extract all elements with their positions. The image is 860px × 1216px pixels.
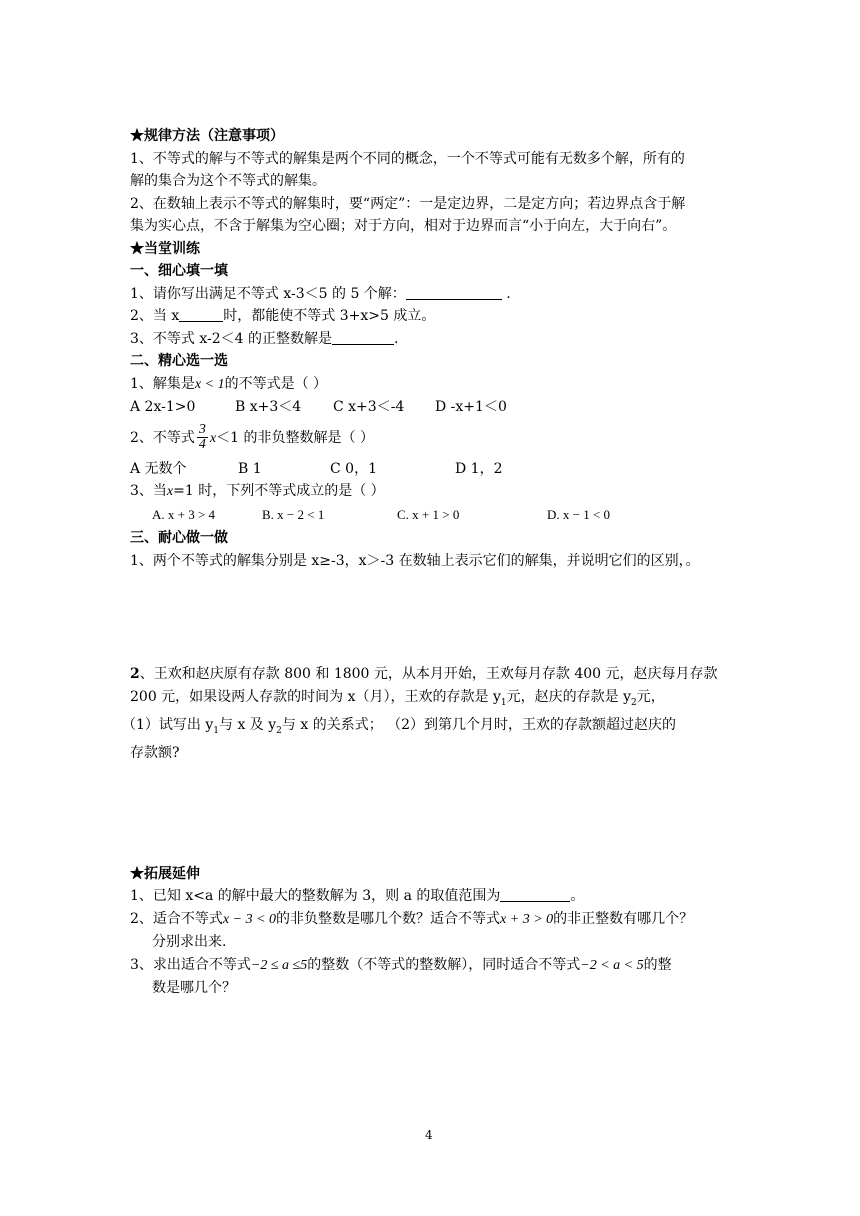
ext-q3-math-1: −2 ≤ a ≤5 — [250, 957, 308, 973]
work-q2-text-a: 、王欢和赵庆原有存款 800 和 1800 元，从本月开始，王欢每月存款 400 元，赵庆每月存款 — [139, 666, 718, 682]
work-question-2-line-3 — [122, 714, 730, 742]
option-a: A. x + 3 > 4 — [152, 506, 216, 522]
method-1-line-2: 解的集合为这个不等式的解集。 — [130, 173, 326, 189]
answer-space — [130, 765, 730, 863]
choice-q3-math: x — [166, 484, 174, 499]
choice-q2-end: ＜1 的非负整数解是（ ） — [216, 429, 374, 446]
section-title-methods: ★规律方法（注意事项） — [130, 128, 284, 144]
ext-q2-text-2: 的非负整数是哪几个数？适合不等式 — [276, 910, 501, 927]
work-question-2-line-4: 存款额? — [130, 745, 180, 762]
method-2-line-2: 集为实心点，不含于解集为空心圈；对于方向，相对于边界而言“小于向左，大于向右”。 — [130, 218, 677, 234]
extension-question-2 — [130, 908, 730, 932]
method-1-line-1: 1、不等式的解与不等式的解集是两个不同的概念，一个不等式可能有无数多个解，所有的 — [130, 150, 685, 167]
answer-blank[interactable] — [332, 330, 394, 345]
subscript: 1 — [213, 725, 220, 736]
choice-q2-options — [130, 458, 730, 481]
option-d: D -x+1＜0 — [435, 399, 507, 415]
choice-question-1 — [130, 373, 730, 397]
question-number: 2 — [130, 666, 140, 682]
option-d: D 1，2 — [455, 460, 503, 477]
option-b: B 1 — [238, 460, 262, 477]
answer-blank[interactable] — [500, 887, 570, 902]
fill-question-3 — [130, 328, 730, 351]
ext-q3-text-1: 3、求出适合不等式 — [130, 956, 251, 973]
work-q2-text-c2: 与 x 及 y — [219, 716, 277, 733]
work-question-2-line-2 — [130, 686, 730, 714]
ext-q2-math-2: x + 3 > 0 — [500, 911, 554, 927]
fill-question-2 — [130, 305, 730, 328]
fraction-numerator: 3 — [198, 422, 206, 437]
choice-q1-options — [130, 396, 730, 419]
ext-q3-text-2: 的整数（不等式的整数解），同时适合不等式 — [307, 956, 581, 973]
answer-blank[interactable] — [406, 285, 502, 300]
content — [122, 125, 730, 1000]
subscript: 2 — [630, 697, 637, 708]
work-q2-text-c3: 与 x 的关系式； （2）到第几个月时，王欢的存款额超过赵庆的 — [281, 716, 677, 733]
fill-question-1 — [130, 283, 730, 306]
option-c: C. x + 1 > 0 — [397, 506, 460, 522]
ext-q1-text: 1、已知 x<a 的解中最大的整数解为 3，则 a 的取值范围为 — [130, 888, 501, 905]
work-q2-text-b1: 200 元，如果设两人存款的时间为 x（月），王欢的存款是 y — [130, 688, 501, 705]
ext-q2-text-3: 的非正整数有哪几个？ — [553, 910, 694, 927]
page-number: 4 — [425, 1128, 433, 1142]
answer-blank[interactable] — [179, 307, 223, 322]
choice-q1-text: 1、解集是 — [130, 375, 195, 392]
choice-q1-end: 的不等式是（ ） — [224, 375, 328, 392]
section-title-practice: ★当堂训练 — [130, 240, 200, 257]
answer-space — [130, 572, 730, 663]
part-2-title: 二、精心选一选 — [130, 353, 228, 369]
option-c: C x+3＜-4 — [333, 399, 405, 415]
choice-q3-text: 3、当 — [130, 483, 167, 499]
option-a: A 2x-1>0 — [130, 399, 196, 415]
section-title-extension: ★拓展延伸 — [130, 865, 200, 882]
work-q2-text-b2: 元，赵庆的存款是 y — [506, 688, 631, 705]
choice-q2-text: 2、不等式 — [130, 429, 195, 446]
work-q2-text-c1: （1）试写出 y — [122, 716, 214, 733]
fill-q3-end: . — [394, 330, 399, 347]
fill-q2-end: 时，都能使不等式 3+x>5 成立。 — [223, 308, 436, 324]
choice-question-3 — [130, 480, 730, 504]
extension-question-2-cont: 分别求出来. — [152, 934, 227, 951]
part-3-title: 三、耐心做一做 — [130, 530, 228, 546]
work-question-1: 1、两个不等式的解集分别是 x≥-3，x＞-3 在数轴上表示它们的解集，并说明它们的区别，。 — [130, 552, 700, 569]
ext-q3-math-2: −2 < a < 5 — [580, 957, 644, 973]
choice-question-2 — [130, 419, 730, 458]
option-d: D. x − 1 < 0 — [547, 506, 611, 522]
choice-q3-options — [130, 504, 730, 528]
ext-q2-text-1: 2、适合不等式 — [130, 910, 223, 927]
fraction-denominator: 4 — [198, 437, 206, 452]
fill-q3-text: 3、不等式 x-2＜4 的正整数解是 — [130, 330, 333, 347]
subscript: 2 — [276, 725, 282, 736]
work-q2-text-b3: 元， — [636, 688, 665, 705]
method-2-line-1: 2、在数轴上表示不等式的解集时，要“两定”：一是定边界，二是定方向；若边界点含于解 — [130, 195, 686, 212]
option-a: A 无数个 — [130, 460, 187, 477]
part-1-title: 一、细心填一填 — [130, 263, 228, 279]
fill-q1-end: . — [501, 285, 511, 302]
fraction — [197, 423, 208, 452]
option-b: B. x − 2 < 1 — [262, 506, 325, 522]
ext-q2-math-1: x − 3 < 0 — [222, 911, 277, 927]
extension-question-3 — [130, 954, 730, 978]
extension-question-1 — [130, 885, 730, 908]
ext-q1-end: 。 — [570, 888, 585, 905]
option-c: C 0，1 — [330, 460, 377, 477]
extension-question-3-cont: 数是哪几个？ — [152, 980, 236, 997]
ext-q3-text-3: 的整 — [643, 956, 672, 973]
choice-q1-math: x < 1 — [194, 376, 225, 392]
fill-q1-text: 1、请你写出满足不等式 x-3＜5 的 5 个解： — [130, 285, 406, 302]
subscript: 1 — [500, 697, 507, 708]
work-question-2-line-1 — [130, 663, 730, 686]
choice-q3-end: =1 时，下列不等式成立的是（ ） — [173, 483, 385, 499]
option-b: B x+3＜4 — [235, 399, 302, 415]
fill-q2-text: 2、当 x — [130, 308, 180, 324]
choice-q2-variable: x — [209, 430, 217, 446]
